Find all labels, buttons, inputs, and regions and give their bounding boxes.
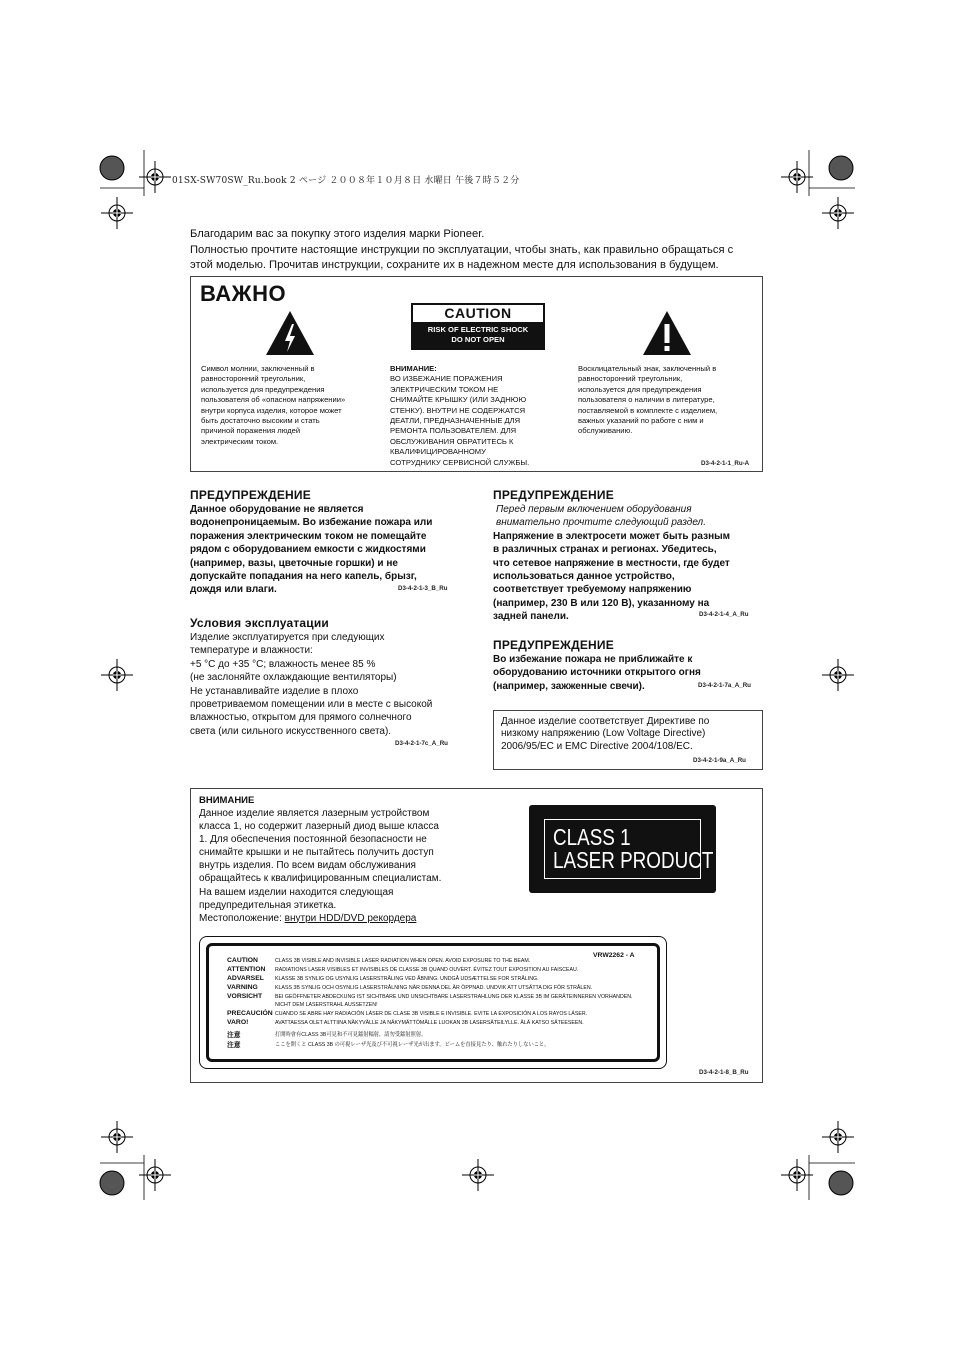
text-line: обслуживанию.: [578, 426, 633, 436]
text-line: важных указаний по работе с ним и: [578, 416, 704, 426]
text-line: пользователя о наличии в литературе,: [578, 395, 715, 405]
warning-voltage-intro: [493, 503, 763, 530]
text-line: Данное оборудование не является: [190, 504, 364, 515]
warning-fire: [493, 638, 763, 693]
section-heading: ПРЕДУПРЕЖДЕНИЕ: [493, 638, 614, 652]
text-line: использоваться данное устройство,: [493, 571, 675, 583]
text-line: Данное изделие является лазерным устройством: [199, 808, 430, 819]
text-line: ВО ИЗБЕЖАНИЕ ПОРАЖЕНИЯ: [390, 374, 503, 384]
text-line: используется для предупреждения: [201, 384, 325, 394]
text-line: соответствует требуемому напряжению: [493, 584, 692, 596]
caution-desc-title: ВНИМАНИЕ:: [390, 364, 437, 373]
print-header: 01SX-SW70SW_Ru.book 2 ページ ２００８年１０月８日 水曜日 午後７時５２分: [172, 176, 520, 186]
text-line: СТЕНКУ). ВНУТРИ НЕ СОДЕРЖАТСЯ: [390, 405, 526, 415]
text-line: влажностью, открытом для прямого солнечного: [190, 712, 412, 724]
location-label: Местоположение:: [199, 912, 285, 924]
text-line: что сетевое напряжение в местности, где будет: [493, 557, 730, 569]
text-line: Во избежание пожара не приближайте к: [493, 654, 693, 665]
label-language: 注意: [227, 1032, 241, 1039]
caution-subtext: [411, 325, 545, 345]
lightning-warning-icon: [265, 310, 315, 356]
doc-code: D3-4-2-1-7a_A_Ru: [698, 682, 751, 689]
doc-code: D3-4-2-1-7c_A_Ru: [395, 740, 448, 747]
exclamation-description: [578, 364, 758, 437]
label-language: VARO!: [227, 1019, 249, 1026]
label-warning-text: BEI GEÖFFNETER ABDECKUNG IST SICHTBARE UND UNSICHTBARE LASERSTRAHLUNG DER KLASSE 3B IM GERÄTEINNEREN VORHANDEN.: [275, 994, 633, 1000]
class1-laser-label: [529, 805, 716, 893]
label-language: ADVARSEL: [227, 975, 264, 982]
text-line: предупредительная этикетка.: [199, 899, 337, 911]
text-line: света (или сильного искусственного света).: [190, 725, 392, 737]
text-line: (например, зажженные свечи).: [493, 680, 645, 692]
text-line: КВАЛИФИЦИРОВАННОМУ: [390, 447, 486, 457]
text-line: Восклицательный знак, заключенный в: [578, 364, 717, 373]
label-warning-text: RADIATIONS LASER VISIBLES ET INVISIBLES DE CLASSE 3B QUAND OUVERT. ÉVITEZ TOUT EXPOSITION AU FAISCEAU.: [275, 967, 579, 973]
text-line: ДЕАТЛИ, ПРЕДНАЗНАЧЕННЫЕ ДЛЯ: [390, 416, 521, 426]
text-line: пользователя об «опасном напряжении»: [201, 395, 346, 405]
text-line: обращайтесь к квалифицированным специалистам.: [199, 873, 442, 885]
text-line: оборудованию источники открытого огня: [493, 667, 701, 679]
text-line: СНИМАЙТЕ КРЫШКУ (ИЛИ ЗАДНЮЮ: [390, 395, 527, 405]
text-line: Символ молнии, заключенный в: [201, 364, 315, 373]
intro-line: Полностью прочтите настоящие инструкции по эксплуатации, чтобы знать, как правильно обращаться с: [190, 243, 734, 256]
intro-line: Благодарим вас за покупку этого изделия марки Pioneer.: [190, 228, 485, 240]
exclamation-warning-icon: [642, 310, 692, 356]
label-language: CAUTION: [227, 957, 258, 964]
label-warning-text: NICHT DEM LASERSTRAHL AUSSETZEN!: [275, 1002, 378, 1008]
label-warning-text: AVATTAESSA OLET ALTTIINA NÄKYVÄLLE JA NÄKYMÄTTÖMÄLLE LUOKAN 3B LASERSÄTEILYLLE. ÄLÄ KATSO SÄTEESEEN.: [275, 1020, 584, 1026]
text-line: 2006/95/EC и EMC Directive 2004/108/EC.: [501, 740, 693, 752]
label-warning-text: CUANDO SE ABRE HAY RADIACIÓN LÁSER DE CLASE 3B VISIBLE E INVISIBLE. EVITE LA EXPOSICIÓN A LOS RAYOS LÁSER.: [275, 1011, 588, 1017]
label-language: VORSICHT: [227, 993, 263, 1000]
text-line: Перед первым включением оборудования: [496, 504, 692, 515]
text-line: причиной поражения людей: [201, 426, 301, 436]
text-line: в различных странах и регионах. Убедитесь,: [493, 544, 717, 556]
label-warning-text: KLASSE 3B SYNLIG OG USYNLIG LASERSTRÅLING VED ÅBNING. UNDGÅ UDSÆTTELSE FOR STRÅLING.: [275, 976, 539, 982]
text-line: равносторонний треугольник,: [578, 374, 683, 384]
class1-laser-label-frame: [544, 819, 714, 879]
doc-code: D3-4-2-1-9a_A_Ru: [693, 757, 746, 764]
caution-description: [390, 364, 565, 468]
text-line: проветриваемом помещении или в месте с высокой: [190, 699, 433, 711]
caution-label: CAUTION: [413, 305, 543, 322]
section-heading: ПРЕДУПРЕЖДЕНИЕ: [190, 488, 311, 502]
text-line: задней панели.: [493, 611, 569, 623]
text-line: рядом с оборудованием емкости с жидкостями: [190, 544, 426, 556]
text-line: внутри корпуса изделия, которое может: [201, 405, 342, 415]
caution-desc-body: [390, 374, 565, 468]
text-line: используется для предупреждения: [578, 384, 702, 394]
operating-conditions-text: [190, 631, 465, 738]
text-line: 1. Для обеспечения постоянной безопасности не: [199, 834, 427, 846]
text-line: поражения электрическим током не помещайте: [190, 530, 427, 542]
label-language: PRECAUCIÓN: [227, 1010, 273, 1017]
warning-voltage: [493, 488, 763, 624]
text-line: внимательно прочтите следующий раздел.: [496, 517, 706, 529]
laser-location: [199, 912, 469, 925]
important-title: ВАЖНО: [200, 281, 287, 306]
label-model-code: VRW2262 - A: [593, 952, 635, 959]
laser-text: [199, 807, 469, 912]
label-warning-text: CLASS 3B VISIBLE AND INVISIBLE LASER RADIATION WHEN OPEN. AVOID EXPOSURE TO THE BEAM.: [275, 958, 531, 964]
label-language: ATTENTION: [227, 966, 266, 973]
doc-code: D3-4-2-1-3_B_Ru: [398, 585, 448, 592]
text-line: Напряжение в электросети может быть разным: [493, 530, 731, 542]
text-line: ОБСЛУЖИВАНИЯ ОБРАТИТЕСЬ К: [390, 436, 514, 446]
laser-radiation-label: [199, 936, 667, 1069]
text-line: водонепроницаемым. Во избежание пожара или: [190, 517, 433, 529]
text-line: класса 1, но содержит лазерный диод выше класса: [199, 821, 439, 833]
warning-water-text: [190, 503, 465, 597]
label-language: 注意: [227, 1042, 241, 1049]
text-line: равносторонний треугольник,: [201, 374, 306, 384]
text-line: ЭЛЕКТРИЧЕСКИМ ТОКОМ НЕ: [390, 384, 499, 394]
operating-conditions: [190, 616, 465, 747]
label-language: VARNING: [227, 984, 258, 991]
text-line: (не заслоняйте охлаждающие вентиляторы): [190, 672, 397, 684]
label-warning-text: KLASS 3B SYNLIG OCH OSYNLIG LASERSTRÅLNING NÄR DENNA DEL ÄR ÖPPNAD. UNDVIK ATT UTSÄTTA DIG FÖR STRÅLEN.: [275, 985, 593, 991]
text-line: (например, вазы, цветочные горшки) и не: [190, 557, 398, 569]
doc-code: D3-4-2-1-1_Ru-A: [701, 460, 750, 467]
text-line: внутрь изделия. По всем видам обслуживания: [199, 860, 416, 872]
text-line: +5 °C до +35 °C; влажность менее 85 %: [190, 658, 376, 670]
laser-title: ВНИМАНИЕ: [199, 795, 255, 806]
caution-sub-line: DO NOT OPEN: [451, 335, 505, 344]
text-line: (например, 230 В или 120 В), указанному на: [493, 597, 710, 609]
text-line: электрическим током.: [201, 436, 279, 446]
intro-text: [190, 227, 762, 274]
text-line: низкому напряжению (Low Voltage Directive): [501, 728, 706, 740]
text-line: СОТРУДНИКУ СЕРВИСНОЙ СЛУЖБЫ.: [390, 457, 530, 467]
text-line: температуре и влажности:: [190, 645, 313, 657]
warning-voltage-text: [493, 530, 763, 624]
directive-box: [493, 710, 763, 770]
laser-label-line: CLASS 1: [553, 824, 631, 850]
label-warning-text: ここを開くと CLASS 3B の可視レーザ光及び不可視レーザ光が出ます。ビームを直接見たり、触れたりしないこと。: [275, 1042, 550, 1048]
important-box: [190, 276, 763, 472]
laser-label-line: LASER PRODUCT: [553, 847, 714, 873]
caution-sub-line: RISK OF ELECTRIC SHOCK: [427, 325, 529, 334]
text-line: Не устанавливайте изделие в плохо: [190, 685, 359, 697]
text-line: дождя или влаги.: [190, 584, 277, 596]
doc-code: D3-4-2-1-8_B_Ru: [699, 1069, 749, 1076]
caution-badge: [411, 303, 545, 350]
text-line: На вашем изделии находится следующая: [199, 886, 394, 898]
laser-warning-block: [199, 795, 469, 925]
intro-line: этой моделью. Прочитав инструкции, сохраните их в надежном месте для использования в будущем.: [190, 259, 719, 271]
text-line: быть достаточно высоким и стать: [201, 416, 320, 426]
label-warning-text: 打開時會有CLASS 3B可見和不可見鐳射輻射，請勿受鐳射照射。: [275, 1032, 427, 1038]
text-line: поставляемой в комплекте с изделием,: [578, 405, 718, 415]
text-line: снимайте крышки и не пытайтесь получить доступ: [199, 847, 434, 859]
text-line: Изделие эксплуатируется при следующих: [190, 632, 385, 643]
lightning-description: [201, 364, 379, 447]
section-heading: ПРЕДУПРЕЖДЕНИЕ: [493, 488, 614, 502]
location-value: внутри HDD/DVD рекордера: [284, 912, 417, 924]
text-line: РЕМОНТА ПОЛЬЗОВАТЕЛЕМ. ДЛЯ: [390, 426, 517, 436]
section-heading: Условия эксплуатации: [190, 616, 329, 630]
doc-code: D3-4-2-1-4_A_Ru: [699, 611, 749, 618]
text-line: допускайте попадания на него капель, брызг,: [190, 571, 417, 583]
directive-text: [501, 716, 756, 753]
text-line: Данное изделие соответствует Директиве по: [501, 716, 710, 727]
warning-water: [190, 488, 465, 597]
